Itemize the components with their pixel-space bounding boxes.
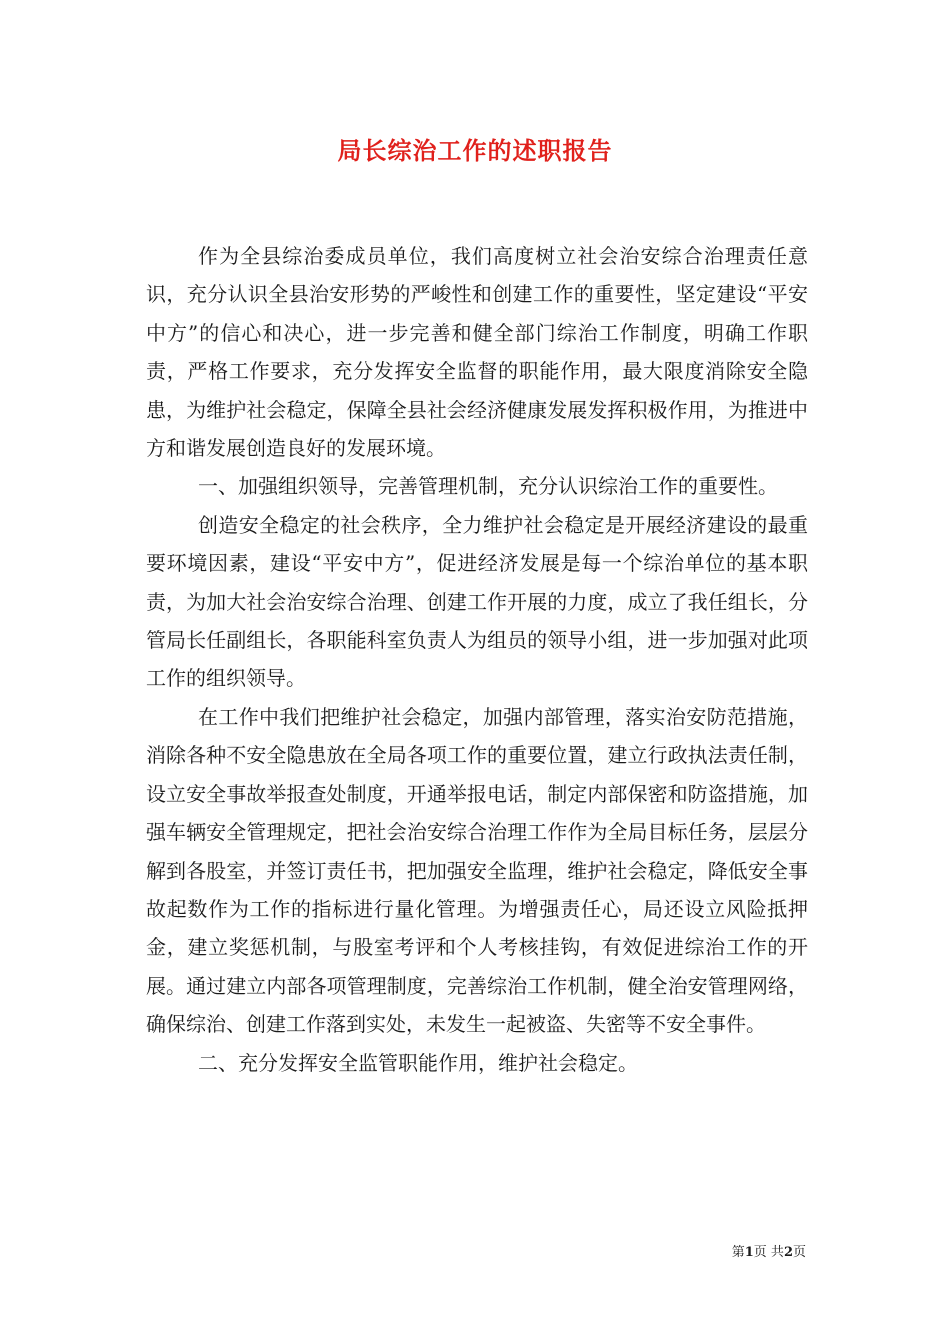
page-number-footer [732, 1244, 806, 1262]
footer-suffix: 页 [792, 1245, 806, 1260]
footer-prefix: 第 [731, 1245, 745, 1260]
paragraph-section-1a: 创造安全稳定的社会秩序，全力维护社会稳定是开展经济建设的最重要环境因素，建设“平安中方”，促进经济发展是每一个综治单位的基本职责，为加大社会治安综合治理、创建工作开展的力度，成立了我任组长，分管局长任副组长，各职能科室负责人为组员的领导小组，进一步加强对此项工作的组织领导。 [146, 512, 808, 691]
section-heading-2: 二、充分发挥安全监管职能作用，维护社会稳定。 [198, 1050, 638, 1075]
footer-current-page: 1 [744, 1245, 754, 1260]
section-heading-1: 一、加强组织领导，完善管理机制，充分认识综治工作的重要性。 [198, 474, 778, 499]
paragraph-section-1b: 在工作中我们把维护社会稳定，加强内部管理，落实治安防范措施，消除各种不安全隐患放在全局各项工作的重要位置，建立行政执法责任制，设立安全事故举报查处制度，开通举报电话，制定内部保密和防盗措施，加强车辆安全管理规定，把社会治安综合治理工作作为全局目标任务，层层分解到各股室，并签订责任书，把加强安全监理，维护社会稳定，降低安全事故起数作为工作的指标进行量化管理。为增强责任心，局还设立风险抵押金，建立奖惩机制，与股室考评和个人考核挂钩，有效促进综治工作的开展。通过建立内部各项管理制度，完善综治工作机制，健全治安管理网络，确保综治、创建工作落到实处，未发生一起被盗、失密等不安全事件。 [146, 704, 808, 1037]
footer-middle: 页 共 [753, 1245, 784, 1260]
paragraph-intro: 作为全县综治委成员单位，我们高度树立社会治安综合治理责任意识，充分认识全县治安形势的严峻性和创建工作的重要性，坚定建设“平安中方”的信心和决心，进一步完善和健全部门综治工作制度，明确工作职责，严格工作要求，充分发挥安全监督的职能作用，最大限度消除安全隐患，为维护社会稳定，保障全县社会经济健康发展发挥积极作用，为推进中方和谐发展创造良好的发展环境。 [146, 244, 808, 461]
document-body [146, 237, 808, 1082]
document-title: 局长综治工作的述职报告 [337, 136, 613, 165]
footer-total-pages: 2 [783, 1245, 793, 1260]
